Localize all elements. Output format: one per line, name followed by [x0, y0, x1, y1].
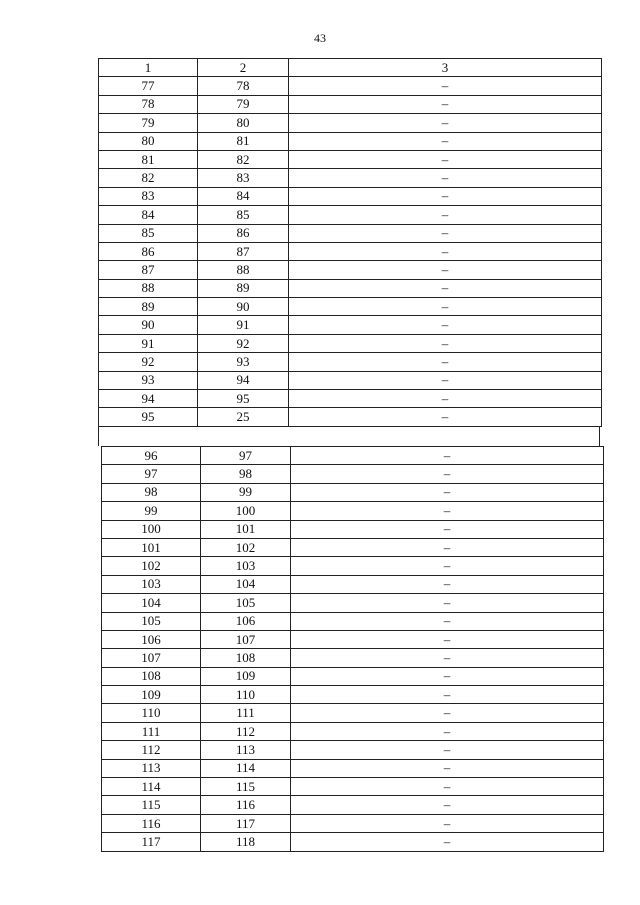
cell-col2: 84	[198, 187, 289, 205]
cell-col1: 77	[99, 77, 198, 95]
cell-col1: 86	[99, 242, 198, 260]
cell-col2: 88	[198, 261, 289, 279]
cell-col2: 25	[198, 408, 289, 426]
cell-col1: 106	[102, 630, 201, 648]
cell-col2: 100	[201, 502, 291, 520]
cell-col3-dash: –	[291, 520, 604, 538]
table-row	[102, 833, 604, 851]
cell-col1: 107	[102, 649, 201, 667]
cell-col2: 81	[198, 132, 289, 150]
table-row	[102, 686, 604, 704]
cell-col2: 103	[201, 557, 291, 575]
table-row	[102, 502, 604, 520]
table-row	[102, 759, 604, 777]
cell-col1: 88	[99, 279, 198, 297]
data-table-lower	[101, 446, 604, 852]
cell-col2: 93	[198, 353, 289, 371]
cell-col2: 97	[201, 447, 291, 465]
cell-col1: 87	[99, 261, 198, 279]
table-row	[99, 353, 602, 371]
cell-col2: 110	[201, 686, 291, 704]
cell-col1: 81	[99, 150, 198, 168]
table-row	[102, 704, 604, 722]
cell-col3-dash: –	[289, 77, 602, 95]
cell-col2: 101	[201, 520, 291, 538]
table-row	[102, 557, 604, 575]
cell-col3-dash: –	[291, 686, 604, 704]
table-row	[102, 465, 604, 483]
cell-col1: 92	[99, 353, 198, 371]
cell-col3-dash: –	[289, 150, 602, 168]
cell-col2: 107	[201, 630, 291, 648]
cell-col1: 113	[102, 759, 201, 777]
table-row	[102, 649, 604, 667]
table-row	[99, 114, 602, 132]
table-row	[99, 298, 602, 316]
table-row	[99, 169, 602, 187]
cell-col3-dash: –	[289, 353, 602, 371]
cell-col3-dash: –	[291, 630, 604, 648]
table-row	[99, 371, 602, 389]
cell-col2: 80	[198, 114, 289, 132]
cell-col1: 95	[99, 408, 198, 426]
cell-col1: 116	[102, 814, 201, 832]
cell-col1: 85	[99, 224, 198, 242]
table-row	[99, 224, 602, 242]
cell-col3-dash: –	[289, 298, 602, 316]
cell-col1: 83	[99, 187, 198, 205]
cell-col3-dash: –	[289, 316, 602, 334]
cell-col1: 100	[102, 520, 201, 538]
cell-col3-dash: –	[291, 722, 604, 740]
cell-col1: 110	[102, 704, 201, 722]
cell-col3-dash: –	[291, 594, 604, 612]
page-number: 43	[314, 31, 326, 45]
table-row	[102, 447, 604, 465]
cell-col3-dash: –	[289, 95, 602, 113]
cell-col2: 113	[201, 741, 291, 759]
cell-col3-dash: –	[291, 502, 604, 520]
cell-col1: 115	[102, 796, 201, 814]
cell-col2: 83	[198, 169, 289, 187]
table-row	[99, 206, 602, 224]
cell-col3-dash: –	[289, 371, 602, 389]
cell-col2: 89	[198, 279, 289, 297]
cell-col1: 101	[102, 538, 201, 556]
cell-col3-dash: –	[289, 224, 602, 242]
cell-col3-dash: –	[291, 465, 604, 483]
cell-col2: 87	[198, 242, 289, 260]
cell-col1: 93	[99, 371, 198, 389]
cell-col1: 105	[102, 612, 201, 630]
cell-col3-dash: –	[291, 796, 604, 814]
cell-col1: 80	[99, 132, 198, 150]
cell-col2: 79	[198, 95, 289, 113]
table-row	[102, 722, 604, 740]
cell-col2: 117	[201, 814, 291, 832]
cell-col1: 91	[99, 334, 198, 352]
column-header-2: 2	[198, 59, 289, 77]
table-row	[102, 520, 604, 538]
table-row	[102, 667, 604, 685]
cell-col1: 114	[102, 778, 201, 796]
table-row	[102, 741, 604, 759]
cell-col3-dash: –	[289, 206, 602, 224]
cell-col2: 85	[198, 206, 289, 224]
table-section-gap	[98, 427, 600, 446]
table-row	[102, 612, 604, 630]
cell-col1: 90	[99, 316, 198, 334]
cell-col1: 82	[99, 169, 198, 187]
cell-col2: 112	[201, 722, 291, 740]
cell-col3-dash: –	[291, 814, 604, 832]
cell-col2: 104	[201, 575, 291, 593]
cell-col2: 105	[201, 594, 291, 612]
cell-col2: 99	[201, 483, 291, 501]
cell-col1: 96	[102, 447, 201, 465]
cell-col1: 111	[102, 722, 201, 740]
table-row	[99, 95, 602, 113]
cell-col2: 94	[198, 371, 289, 389]
table-row	[99, 150, 602, 168]
cell-col3-dash: –	[291, 557, 604, 575]
cell-col2: 82	[198, 150, 289, 168]
cell-col3-dash: –	[291, 778, 604, 796]
cell-col1: 117	[102, 833, 201, 851]
table-row	[99, 132, 602, 150]
cell-col3-dash: –	[291, 612, 604, 630]
cell-col1: 112	[102, 741, 201, 759]
cell-col2: 78	[198, 77, 289, 95]
cell-col3-dash: –	[291, 759, 604, 777]
cell-col1: 84	[99, 206, 198, 224]
cell-col2: 109	[201, 667, 291, 685]
cell-col2: 106	[201, 612, 291, 630]
cell-col2: 92	[198, 334, 289, 352]
cell-col1: 104	[102, 594, 201, 612]
cell-col2: 118	[201, 833, 291, 851]
cell-col3-dash: –	[289, 334, 602, 352]
cell-col3-dash: –	[289, 187, 602, 205]
cell-col1: 89	[99, 298, 198, 316]
cell-col2: 98	[201, 465, 291, 483]
column-header-1: 1	[99, 59, 198, 77]
table-row	[99, 242, 602, 260]
cell-col3-dash: –	[291, 667, 604, 685]
cell-col3-dash: –	[291, 704, 604, 722]
table-row	[102, 778, 604, 796]
cell-col3-dash: –	[291, 741, 604, 759]
table-row	[99, 77, 602, 95]
cell-col1: 94	[99, 390, 198, 408]
table-row	[99, 316, 602, 334]
table-row	[99, 187, 602, 205]
cell-col1: 109	[102, 686, 201, 704]
cell-col1: 98	[102, 483, 201, 501]
cell-col1: 102	[102, 557, 201, 575]
cell-col3-dash: –	[289, 390, 602, 408]
cell-col2: 95	[198, 390, 289, 408]
cell-col2: 102	[201, 538, 291, 556]
cell-col3-dash: –	[291, 649, 604, 667]
cell-col3-dash: –	[289, 261, 602, 279]
cell-col3-dash: –	[291, 483, 604, 501]
table-row	[102, 630, 604, 648]
cell-col3-dash: –	[291, 833, 604, 851]
table-row	[102, 814, 604, 832]
table-header-row	[99, 59, 602, 77]
cell-col2: 115	[201, 778, 291, 796]
cell-col3-dash: –	[289, 408, 602, 426]
column-header-3: 3	[289, 59, 602, 77]
cell-col3-dash: –	[291, 575, 604, 593]
cell-col2: 116	[201, 796, 291, 814]
cell-col3-dash: –	[291, 447, 604, 465]
cell-col1: 103	[102, 575, 201, 593]
cell-col3-dash: –	[291, 538, 604, 556]
table-row	[102, 483, 604, 501]
cell-col3-dash: –	[289, 114, 602, 132]
cell-col3-dash: –	[289, 169, 602, 187]
table-row	[102, 594, 604, 612]
table-row	[102, 538, 604, 556]
cell-col2: 86	[198, 224, 289, 242]
cell-col2: 114	[201, 759, 291, 777]
cell-col1: 78	[99, 95, 198, 113]
cell-col2: 91	[198, 316, 289, 334]
cell-col2: 90	[198, 298, 289, 316]
table-row	[99, 279, 602, 297]
cell-col1: 97	[102, 465, 201, 483]
table-row	[99, 408, 602, 426]
data-table-upper	[98, 58, 602, 427]
table-row	[99, 261, 602, 279]
cell-col1: 79	[99, 114, 198, 132]
cell-col3-dash: –	[289, 242, 602, 260]
cell-col3-dash: –	[289, 132, 602, 150]
cell-col1: 99	[102, 502, 201, 520]
table-row	[99, 334, 602, 352]
table-row	[102, 575, 604, 593]
table-row	[99, 390, 602, 408]
cell-col3-dash: –	[289, 279, 602, 297]
cell-col1: 108	[102, 667, 201, 685]
cell-col2: 108	[201, 649, 291, 667]
table-row	[102, 796, 604, 814]
cell-col2: 111	[201, 704, 291, 722]
